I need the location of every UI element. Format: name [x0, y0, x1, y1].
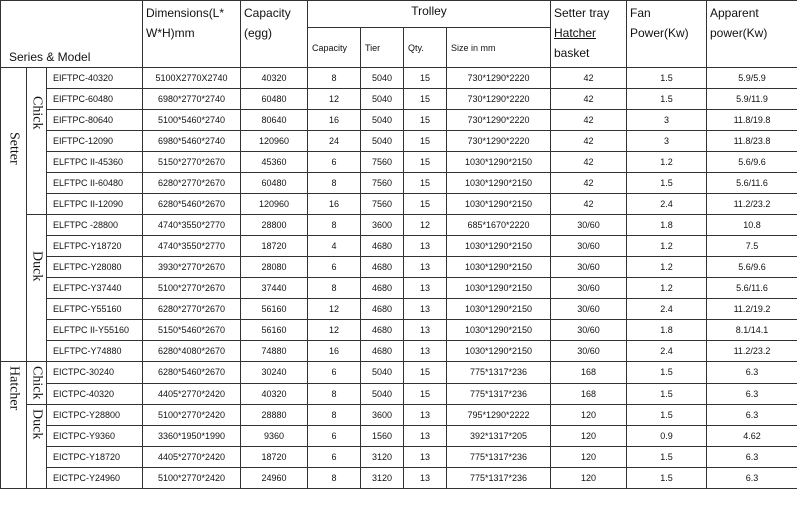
- fan-power-cell: 1.5: [627, 173, 707, 194]
- model-cell: EICTPC-Y28800: [47, 405, 143, 426]
- qty-cell: 15: [404, 68, 447, 89]
- table-row: [1, 405, 797, 426]
- trolley-capacity-cell: 6: [308, 152, 361, 173]
- trolley-capacity-cell: 12: [308, 320, 361, 341]
- model-cell: ELFTPC II-60480: [47, 173, 143, 194]
- qty-cell: 15: [404, 383, 447, 405]
- tier-cell: 3120: [361, 468, 404, 489]
- qty-cell: 15: [404, 362, 447, 384]
- tray-cell: 30/60: [551, 236, 627, 257]
- dimensions-cell: 5150*2770*2670: [143, 152, 241, 173]
- tray-cell: 168: [551, 383, 627, 405]
- fan-power-cell: 1.5: [627, 468, 707, 489]
- capacity-cell: 120960: [241, 131, 308, 152]
- group-setter-label: Setter: [6, 132, 22, 165]
- tray-cell: 30/60: [551, 320, 627, 341]
- capacity-cell: 120960: [241, 194, 308, 215]
- tier-cell: 7560: [361, 173, 404, 194]
- tray-cell: 30/60: [551, 299, 627, 320]
- dimensions-cell: 5100X2770X2740: [143, 68, 241, 89]
- table-row: [1, 468, 797, 489]
- group-setter-chick-label: Chick: [29, 96, 45, 130]
- fan-power-cell: 2.4: [627, 341, 707, 362]
- apparent-power-cell: 10.8: [707, 215, 797, 236]
- fan-power-cell: 1.2: [627, 152, 707, 173]
- capacity-cell: 28800: [241, 215, 308, 236]
- model-cell: EICTPC-Y18720: [47, 447, 143, 468]
- apparent-power-cell: 4.62: [707, 426, 797, 447]
- capacity-cell: 18720: [241, 236, 308, 257]
- header-dimensions: Dimensions(L* W*H)mm: [143, 1, 241, 68]
- group-hatcher-cell: [1, 362, 27, 489]
- table-row: [1, 194, 797, 215]
- fan-power-cell: 1.5: [627, 383, 707, 405]
- qty-cell: 13: [404, 320, 447, 341]
- tray-cell: 42: [551, 194, 627, 215]
- fan-power-cell: 1.5: [627, 447, 707, 468]
- trolley-capacity-cell: 6: [308, 447, 361, 468]
- apparent-power-cell: 11.8/19.8: [707, 110, 797, 131]
- size-cell: 730*1290*2220: [447, 131, 551, 152]
- capacity-cell: 18720: [241, 447, 308, 468]
- tray-cell: 30/60: [551, 341, 627, 362]
- dimensions-cell: 5100*2770*2420: [143, 405, 241, 426]
- apparent-power-cell: 11.8/23.8: [707, 131, 797, 152]
- tier-cell: 4680: [361, 257, 404, 278]
- tray-cell: 42: [551, 89, 627, 110]
- header-trolley-qty: Qty.: [404, 28, 447, 68]
- size-cell: 730*1290*2220: [447, 68, 551, 89]
- group-hatcher-duck-label: Duck: [29, 409, 45, 440]
- apparent-power-cell: 8.1/14.1: [707, 320, 797, 341]
- size-cell: 392*1317*205: [447, 426, 551, 447]
- apparent-power-cell: 6.3: [707, 383, 797, 405]
- size-cell: 730*1290*2220: [447, 89, 551, 110]
- trolley-capacity-cell: 8: [308, 68, 361, 89]
- tray-cell: 42: [551, 131, 627, 152]
- fan-power-cell: 1.8: [627, 215, 707, 236]
- trolley-capacity-cell: 4: [308, 236, 361, 257]
- size-cell: 1030*1290*2150: [447, 341, 551, 362]
- qty-cell: 15: [404, 89, 447, 110]
- qty-cell: 13: [404, 447, 447, 468]
- dimensions-cell: 6280*2770*2670: [143, 299, 241, 320]
- size-cell: 1030*1290*2150: [447, 236, 551, 257]
- size-cell: 775*1317*236: [447, 362, 551, 384]
- table-row: [1, 152, 797, 173]
- size-cell: 685*1670*2220: [447, 215, 551, 236]
- capacity-cell: 74880: [241, 341, 308, 362]
- size-cell: 775*1317*236: [447, 447, 551, 468]
- tier-cell: 4680: [361, 299, 404, 320]
- table-row: [1, 341, 797, 362]
- size-cell: 1030*1290*2150: [447, 257, 551, 278]
- tier-cell: 5040: [361, 383, 404, 405]
- tray-cell: 42: [551, 152, 627, 173]
- dimensions-cell: 5150*5460*2670: [143, 320, 241, 341]
- qty-cell: 15: [404, 194, 447, 215]
- fan-power-cell: 1.2: [627, 257, 707, 278]
- qty-cell: 13: [404, 468, 447, 489]
- fan-power-cell: 1.8: [627, 320, 707, 341]
- trolley-capacity-cell: 8: [308, 383, 361, 405]
- table-row: [1, 110, 797, 131]
- header-trolley: Trolley: [308, 1, 551, 28]
- tier-cell: 4680: [361, 320, 404, 341]
- tray-cell: 30/60: [551, 278, 627, 299]
- trolley-capacity-cell: 16: [308, 341, 361, 362]
- apparent-power-cell: 5.9/5.9: [707, 68, 797, 89]
- tier-cell: 5040: [361, 131, 404, 152]
- model-cell: EICTPC-Y24960: [47, 468, 143, 489]
- model-cell: EIFTPC-40320: [47, 68, 143, 89]
- apparent-power-cell: 5.9/11.9: [707, 89, 797, 110]
- capacity-cell: 40320: [241, 383, 308, 405]
- model-cell: ELFTPC-Y74880: [47, 341, 143, 362]
- fan-power-cell: 1.5: [627, 89, 707, 110]
- table-row: [1, 131, 797, 152]
- model-cell: ELFTPC II-45360: [47, 152, 143, 173]
- tray-cell: 42: [551, 173, 627, 194]
- group-setter-duck-cell: [27, 215, 47, 362]
- capacity-cell: 9360: [241, 426, 308, 447]
- tray-cell: 42: [551, 110, 627, 131]
- model-cell: ELFTPC-Y55160: [47, 299, 143, 320]
- model-cell: EIFTPC-60480: [47, 89, 143, 110]
- qty-cell: 15: [404, 152, 447, 173]
- tier-cell: 5040: [361, 110, 404, 131]
- table-body: [1, 68, 797, 489]
- fan-power-cell: 2.4: [627, 299, 707, 320]
- trolley-capacity-cell: 24: [308, 131, 361, 152]
- size-cell: 1030*1290*2150: [447, 299, 551, 320]
- qty-cell: 13: [404, 426, 447, 447]
- model-cell: ELFTPC-Y28080: [47, 257, 143, 278]
- trolley-capacity-cell: 6: [308, 257, 361, 278]
- qty-cell: 15: [404, 173, 447, 194]
- header-apparent-power: Apparent power(Kw): [707, 1, 797, 68]
- fan-power-cell: 2.4: [627, 194, 707, 215]
- qty-cell: 13: [404, 257, 447, 278]
- trolley-capacity-cell: 12: [308, 89, 361, 110]
- tray-cell: 168: [551, 362, 627, 384]
- capacity-cell: 40320: [241, 68, 308, 89]
- trolley-capacity-cell: 6: [308, 362, 361, 384]
- dimensions-cell: 3930*2770*2670: [143, 257, 241, 278]
- header-hatcher-label: Hatcher: [554, 26, 597, 40]
- fan-power-cell: 1.5: [627, 405, 707, 426]
- tray-cell: 30/60: [551, 215, 627, 236]
- trolley-capacity-cell: 16: [308, 194, 361, 215]
- dimensions-cell: 4405*2770*2420: [143, 447, 241, 468]
- model-cell: ELFTPC -28800: [47, 215, 143, 236]
- tray-cell: 120: [551, 405, 627, 426]
- model-cell: EICTPC-30240: [47, 362, 143, 384]
- trolley-capacity-cell: 8: [308, 215, 361, 236]
- trolley-capacity-cell: 8: [308, 405, 361, 426]
- capacity-cell: 80640: [241, 110, 308, 131]
- fan-power-cell: 1.5: [627, 68, 707, 89]
- capacity-cell: 56160: [241, 299, 308, 320]
- dimensions-cell: 6280*4080*2670: [143, 341, 241, 362]
- dimensions-cell: 5100*2770*2420: [143, 468, 241, 489]
- qty-cell: 13: [404, 278, 447, 299]
- capacity-cell: 24960: [241, 468, 308, 489]
- table-row: [1, 362, 797, 384]
- trolley-capacity-cell: 8: [308, 173, 361, 194]
- capacity-cell: 30240: [241, 362, 308, 384]
- apparent-power-cell: 5.6/9.6: [707, 257, 797, 278]
- table-row: [1, 89, 797, 110]
- group-hatcher-duck-cell: [27, 405, 47, 489]
- model-cell: ELFTPC-Y18720: [47, 236, 143, 257]
- dimensions-cell: 4740*3550*2770: [143, 215, 241, 236]
- tier-cell: 3120: [361, 447, 404, 468]
- trolley-capacity-cell: 6: [308, 426, 361, 447]
- tray-cell: 120: [551, 426, 627, 447]
- dimensions-cell: 5100*5460*2740: [143, 110, 241, 131]
- trolley-capacity-cell: 16: [308, 110, 361, 131]
- header-trolley-size: Size in mm: [447, 28, 551, 68]
- fan-power-cell: 1.2: [627, 236, 707, 257]
- dimensions-cell: 5100*2770*2670: [143, 278, 241, 299]
- fan-power-cell: 1.5: [627, 362, 707, 384]
- table-row: [1, 236, 797, 257]
- capacity-cell: 28880: [241, 405, 308, 426]
- qty-cell: 13: [404, 341, 447, 362]
- model-cell: ELFTPC II-Y55160: [47, 320, 143, 341]
- tier-cell: 4680: [361, 278, 404, 299]
- header-series-model: Series & Model: [1, 1, 143, 68]
- qty-cell: 13: [404, 299, 447, 320]
- model-cell: EIFTPC-12090: [47, 131, 143, 152]
- dimensions-cell: 6280*5460*2670: [143, 194, 241, 215]
- tier-cell: 3600: [361, 405, 404, 426]
- capacity-cell: 60480: [241, 173, 308, 194]
- fan-power-cell: 0.9: [627, 426, 707, 447]
- table-row: [1, 299, 797, 320]
- trolley-capacity-cell: 12: [308, 299, 361, 320]
- size-cell: 1030*1290*2150: [447, 194, 551, 215]
- apparent-power-cell: 11.2/19.2: [707, 299, 797, 320]
- capacity-cell: 37440: [241, 278, 308, 299]
- size-cell: 1030*1290*2150: [447, 173, 551, 194]
- tier-cell: 1560: [361, 426, 404, 447]
- tray-cell: 42: [551, 68, 627, 89]
- tier-cell: 7560: [361, 152, 404, 173]
- model-cell: EIFTPC-80640: [47, 110, 143, 131]
- header-setter-tray: [551, 1, 627, 68]
- qty-cell: 13: [404, 236, 447, 257]
- dimensions-cell: 4740*3550*2770: [143, 236, 241, 257]
- size-cell: 1030*1290*2150: [447, 320, 551, 341]
- apparent-power-cell: 5.6/11.6: [707, 278, 797, 299]
- qty-cell: 13: [404, 405, 447, 426]
- fan-power-cell: 1.2: [627, 278, 707, 299]
- group-setter-duck-label: Duck: [29, 251, 45, 282]
- trolley-capacity-cell: 8: [308, 278, 361, 299]
- size-cell: 775*1317*236: [447, 383, 551, 405]
- table-row: [1, 215, 797, 236]
- tier-cell: 4680: [361, 236, 404, 257]
- table-row: [1, 68, 797, 89]
- group-hatcher-chick-cell: [27, 362, 47, 405]
- group-hatcher-chick-label: Chick: [29, 366, 45, 400]
- dimensions-cell: 4405*2770*2420: [143, 383, 241, 405]
- size-cell: 1030*1290*2150: [447, 152, 551, 173]
- group-hatcher-label: Hatcher: [6, 366, 22, 411]
- size-cell: 1030*1290*2150: [447, 278, 551, 299]
- model-cell: ELFTPC II-12090: [47, 194, 143, 215]
- header-capacity: Capacity (egg): [241, 1, 308, 68]
- table-row: [1, 278, 797, 299]
- dimensions-cell: 6980*5460*2740: [143, 131, 241, 152]
- tray-cell: 120: [551, 447, 627, 468]
- table-row: [1, 383, 797, 405]
- size-cell: 775*1317*236: [447, 468, 551, 489]
- size-cell: 730*1290*2220: [447, 110, 551, 131]
- tier-cell: 4680: [361, 341, 404, 362]
- dimensions-cell: 6280*2770*2670: [143, 173, 241, 194]
- group-setter-chick-cell: [27, 68, 47, 215]
- table-row: [1, 257, 797, 278]
- qty-cell: 15: [404, 110, 447, 131]
- group-setter-cell: [1, 68, 27, 362]
- dimensions-cell: 6280*5460*2670: [143, 362, 241, 384]
- apparent-power-cell: 11.2/23.2: [707, 341, 797, 362]
- tray-cell: 30/60: [551, 257, 627, 278]
- header-fan-power: Fan Power(Kw): [627, 1, 707, 68]
- tier-cell: 5040: [361, 89, 404, 110]
- table-row: [1, 173, 797, 194]
- table-row: [1, 447, 797, 468]
- size-cell: 795*1290*2222: [447, 405, 551, 426]
- tier-cell: 7560: [361, 194, 404, 215]
- apparent-power-cell: 11.2/23.2: [707, 194, 797, 215]
- capacity-cell: 60480: [241, 89, 308, 110]
- tray-cell: 120: [551, 468, 627, 489]
- table-row: [1, 426, 797, 447]
- header-trolley-capacity: Capacity: [308, 28, 361, 68]
- model-cell: ELFTPC-Y37440: [47, 278, 143, 299]
- qty-cell: 12: [404, 215, 447, 236]
- capacity-cell: 56160: [241, 320, 308, 341]
- header-trolley-tier: Tier: [361, 28, 404, 68]
- fan-power-cell: 3: [627, 131, 707, 152]
- tier-cell: 5040: [361, 68, 404, 89]
- header-basket-label: basket: [554, 46, 590, 60]
- capacity-cell: 28080: [241, 257, 308, 278]
- apparent-power-cell: 6.3: [707, 447, 797, 468]
- trolley-capacity-cell: 8: [308, 468, 361, 489]
- qty-cell: 15: [404, 131, 447, 152]
- apparent-power-cell: 6.3: [707, 362, 797, 384]
- table-row: [1, 320, 797, 341]
- header-setter-tray-label: Setter tray: [554, 6, 610, 20]
- tier-cell: 5040: [361, 362, 404, 384]
- apparent-power-cell: 5.6/11.6: [707, 173, 797, 194]
- dimensions-cell: 3360*1950*1990: [143, 426, 241, 447]
- tier-cell: 3600: [361, 215, 404, 236]
- apparent-power-cell: 7.5: [707, 236, 797, 257]
- capacity-cell: 45360: [241, 152, 308, 173]
- dimensions-cell: 6980*2770*2740: [143, 89, 241, 110]
- apparent-power-cell: 6.3: [707, 405, 797, 426]
- apparent-power-cell: 6.3: [707, 468, 797, 489]
- apparent-power-cell: 5.6/9.6: [707, 152, 797, 173]
- model-cell: EICTPC-Y9360: [47, 426, 143, 447]
- model-cell: EICTPC-40320: [47, 383, 143, 405]
- fan-power-cell: 3: [627, 110, 707, 131]
